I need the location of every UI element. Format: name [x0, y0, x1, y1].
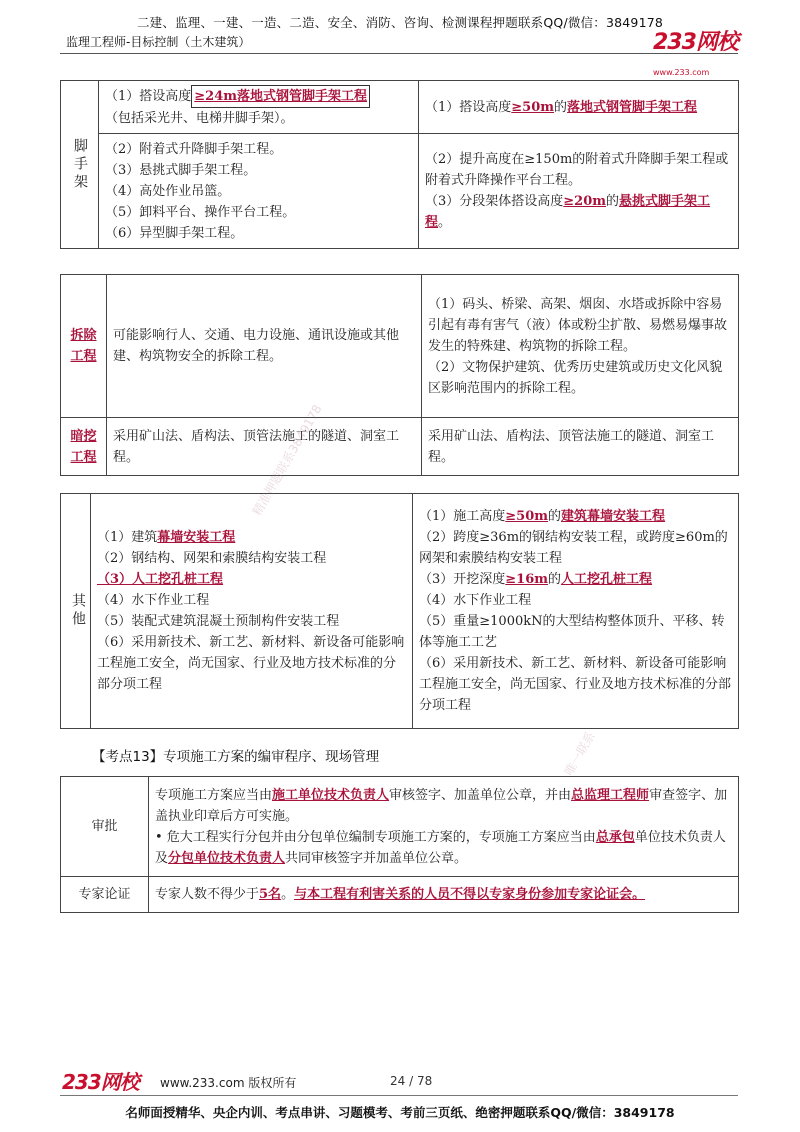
cell-scaffold-types-right: （2）提升高度在≥150m的附着式升降脚手架工程或附着式升降操作平台工程。 （3）分段架体搭设高度≥20m的悬挑式脚手架工程。	[419, 134, 739, 249]
cell-demolition-major: （1）码头、桥梁、高架、烟囱、水塔或拆除中容易引起有毒有害气（液）体或粉尘扩散、易燃易爆事故发生的特殊建、构筑物的拆除工程。 （2）文物保护建筑、优秀历史建筑或历史文化风貌区影响范围内的拆除工程。	[422, 275, 739, 418]
header-divider	[60, 53, 738, 54]
cell-demolition-general: 可能影响行人、交通、电力设施、通讯设施或其他建、构筑物安全的拆除工程。	[107, 275, 422, 418]
category-label-scaffold: 脚手架	[61, 81, 99, 249]
approval-table	[60, 776, 739, 913]
row-label-expert-review: 专家论证	[61, 877, 149, 913]
category-label-excavation: 暗挖工程	[61, 418, 107, 476]
page-number: 24 / 78	[390, 1074, 433, 1088]
watermark-1: 精准押题联系3849178	[249, 402, 325, 518]
section-heading-kaodian-13: 【考点13】专项施工方案的编审程序、现场管理	[92, 749, 380, 765]
demolition-excavation-table	[60, 274, 739, 476]
footer-divider	[60, 1095, 738, 1096]
footer-logo: 233网校	[62, 1070, 139, 1094]
cell-excavation-general: 采用矿山法、盾构法、顶管法施工的隧道、洞室工程。	[107, 418, 422, 476]
category-label-demolition: 拆除工程	[61, 275, 107, 418]
row-label-approval: 审批	[61, 777, 149, 877]
category-label-other: 其他	[61, 494, 91, 729]
document-subtitle: 监理工程师-目标控制（土木建筑）	[66, 35, 251, 49]
header-contact-line: 二建、监理、一建、一造、二造、安全、消防、咨询、检测课程押题联系QQ/微信：3849178	[136, 15, 664, 30]
cell-other-major: （1）施工高度≥50m的建筑幕墙安装工程 （2）跨度≥36m的钢结构安装工程，或跨度≥60m的网架和索膜结构安装工程 （3）开挖深度≥16m的人工挖孔桩工程 （4）水下作业工程 （5）重量≥1000kN的大型结构整体顶升、平移、转体等施工工艺 （6）采用新技术、新工艺、新材料、新设备可能影响工程施工安全，尚无国家、行业及地方技术标准的分部分项工程	[413, 494, 739, 729]
cell-excavation-major: 采用矿山法、盾构法、顶管法施工的隧道、洞室工程。	[422, 418, 739, 476]
cell-scaffold-threshold-left: （1）搭设高度 ≥24m落地式钢管脚手架工程 （包括采光井、电梯井脚手架）。	[99, 81, 419, 134]
cell-scaffold-threshold-right: （1）搭设高度≥50m的落地式钢管脚手架工程	[419, 81, 739, 134]
scaffold-table	[60, 80, 739, 249]
cell-other-general: （1）建筑幕墙安装工程 （2）钢结构、网架和索膜结构安装工程 （3）人工挖孔桩工程 （4）水下作业工程 （5）装配式建筑混凝土预制构件安装工程 （6）采用新技术、新工艺、新材料、新设备可能影响工程施工安全，尚无国家、行业及地方技术标准的分部分项工程	[91, 494, 413, 729]
footer-contact-line: 名师面授精华、央企内训、考点串讲、习题模考、考前三页纸、绝密押题联系QQ/微信：3849178	[125, 1105, 675, 1120]
cell-scaffold-types-left: （2）附着式升降脚手架工程。 （3）悬挑式脚手架工程。 （4）高处作业吊篮。 （5）卸料平台、操作平台工程。 （6）异型脚手架工程。	[99, 134, 419, 249]
cell-expert-review-content: 专家人数不得少于5名。与本工程有利害关系的人员不得以专家身份参加专家论证会。	[149, 877, 739, 913]
cell-approval-content: 专项施工方案应当由施工单位技术负责人审核签字、加盖单位公章，并由总监理工程师审查签字、加盖执业印章后方可实施。 • 危大工程实行分包并由分包单位编制专项施工方案的，专项施工方案应当由总承包单位技术负责人及分包单位技术负责人共同审核签字并加盖单位公章。	[149, 777, 739, 877]
brand-logo: 233网校 www.233.com	[653, 30, 738, 77]
other-works-table	[60, 493, 739, 729]
watermark-2: 唯一联系	[561, 729, 598, 778]
footer-copyright: www.233.com 版权所有	[160, 1076, 297, 1090]
